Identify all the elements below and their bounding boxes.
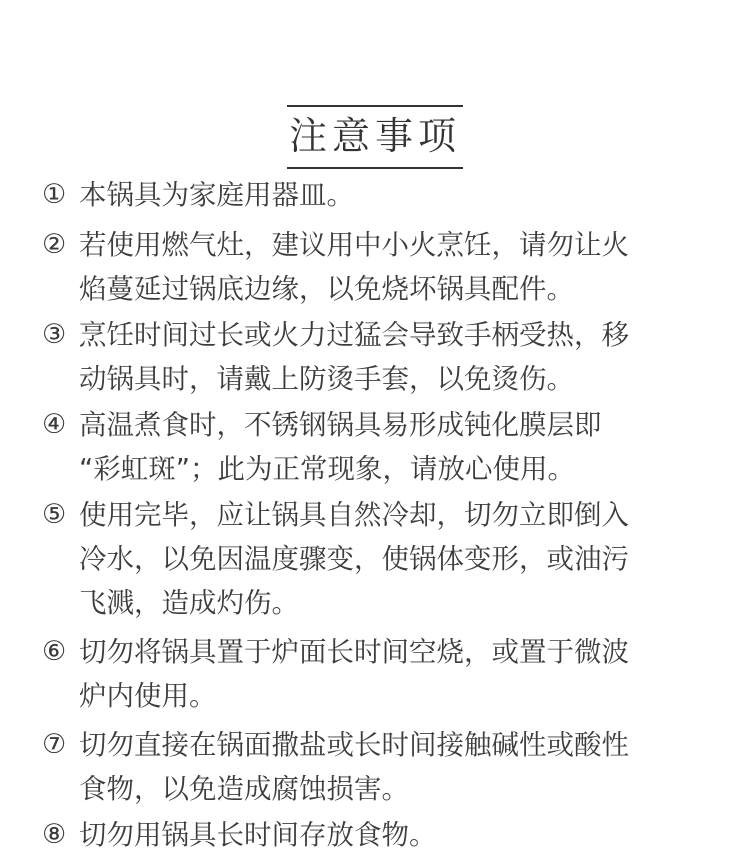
note-text: 切勿直接在锅面撒盐或长时间接触碱性或酸性 食物，以免造成腐蚀损害。 [79, 729, 629, 805]
note-number: ⑥ [42, 636, 67, 667]
note-item [42, 173, 702, 217]
note-number: ⑦ [42, 729, 67, 760]
note-text: 切勿将锅具置于炉面长时间空烧，或置于微波 炉内使用。 [79, 636, 629, 712]
note-item [42, 813, 702, 857]
note-number: ⑧ [42, 819, 67, 850]
note-item [42, 630, 702, 718]
note-item [42, 723, 702, 811]
note-number: ② [42, 229, 67, 260]
note-text: 本锅具为家庭用器皿。 [79, 179, 354, 211]
note-number: ① [42, 179, 67, 210]
note-number: ③ [42, 319, 67, 350]
note-text: 若使用燃气灶，建议用中小火烹饪，请勿让火 焰蔓延过锅底边缘，以免烧坏锅具配件。 [79, 229, 629, 305]
page-title: 注意事项 [287, 105, 463, 169]
note-item [42, 313, 702, 401]
note-item [42, 493, 702, 625]
note-text: 使用完毕，应让锅具自然冷却，切勿立即倒入 冷水，以免因温度骤变，使锅体变形，或油污 飞溅，造成灼伤。 [79, 499, 629, 619]
note-item [42, 403, 702, 491]
note-number: ⑤ [42, 499, 67, 530]
note-text: 切勿用锅具长时间存放食物。 [79, 819, 437, 851]
note-text: 高温煮食时，不锈钢锅具易形成钝化膜层即 “彩虹斑”；此为正常现象，请放心使用。 [79, 409, 602, 485]
note-number: ④ [42, 409, 67, 440]
note-text: 烹饪时间过长或火力过猛会导致手柄受热，移 动锅具时，请戴上防烫手套，以免烫伤。 [79, 319, 629, 395]
note-item [42, 223, 702, 311]
